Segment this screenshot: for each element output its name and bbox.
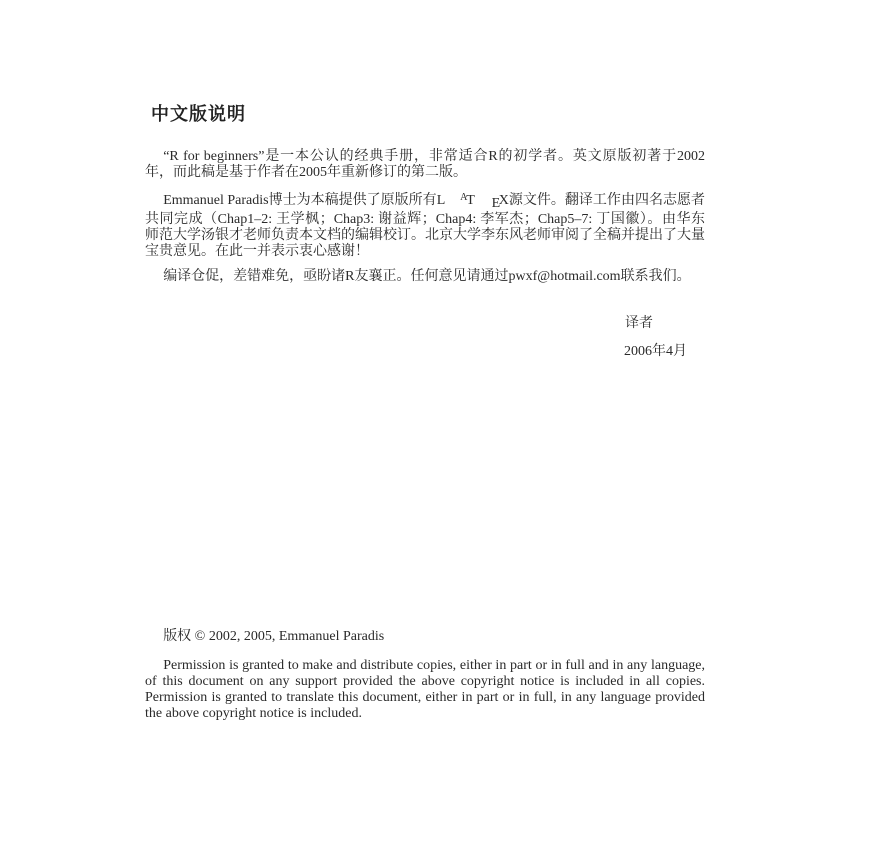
latex-logo-t: T xyxy=(466,193,475,209)
contact-text-after-email: 联系我们。 xyxy=(620,269,691,285)
paragraph-contact xyxy=(145,269,705,285)
latex-logo-e: E xyxy=(491,196,501,212)
page-title: 中文版说明 xyxy=(151,104,246,124)
credits-text-before-latex: Emmanuel Paradis博士为本稿提供了原版所有 xyxy=(163,193,437,209)
latex-logo-x: X xyxy=(498,193,509,209)
latex-logo-a: A xyxy=(460,192,468,203)
paragraph-translation-credits xyxy=(145,190,705,260)
permission-statement: Permission is granted to make and distribute copies, either in part or in full and in any language, of this document on any support provided the above copyright notice is included in all copies. Permission is granted to translate this document, either in part or in full, in any language provided the above copyright notice is included. xyxy=(145,658,705,721)
email-text: pwxf@hotmail.com xyxy=(508,269,621,285)
paragraph-intro: “R for beginners”是一本公认的经典手册，非常适合R的初学者。英文原版初著于2002年，而此稿是基于作者在2005年重新修订的第二版。 xyxy=(145,149,705,180)
signature-block xyxy=(145,316,705,360)
copyright-section xyxy=(145,629,705,722)
credits-text-after-latex: 源文件。翻译工作由四名志愿者共同完成（Chap1–2: 王学枫；Chap3: 谢益辉；Chap4: 李军杰；Chap5–7: 丁国徽）。由华东师范大学汤银才老师负责本文档的编辑校订。北京大学李东风老师审阅了全稿并提出了大量宝贵意见。在此一并表示衷心感谢！ xyxy=(145,193,705,260)
latex-logo-l: L xyxy=(436,193,446,209)
latex-logo xyxy=(436,192,509,212)
translator-signature: 译者 xyxy=(625,316,653,331)
copyright-notice: 版权 © 2002, 2005, Emmanuel Paradis xyxy=(163,629,385,644)
signature-date: 2006年4月 xyxy=(624,344,687,359)
preface-section xyxy=(145,149,705,294)
contact-text-before-email: 编译仓促，差错难免，亟盼诸R友襄正。任何意见请通过 xyxy=(163,269,509,285)
